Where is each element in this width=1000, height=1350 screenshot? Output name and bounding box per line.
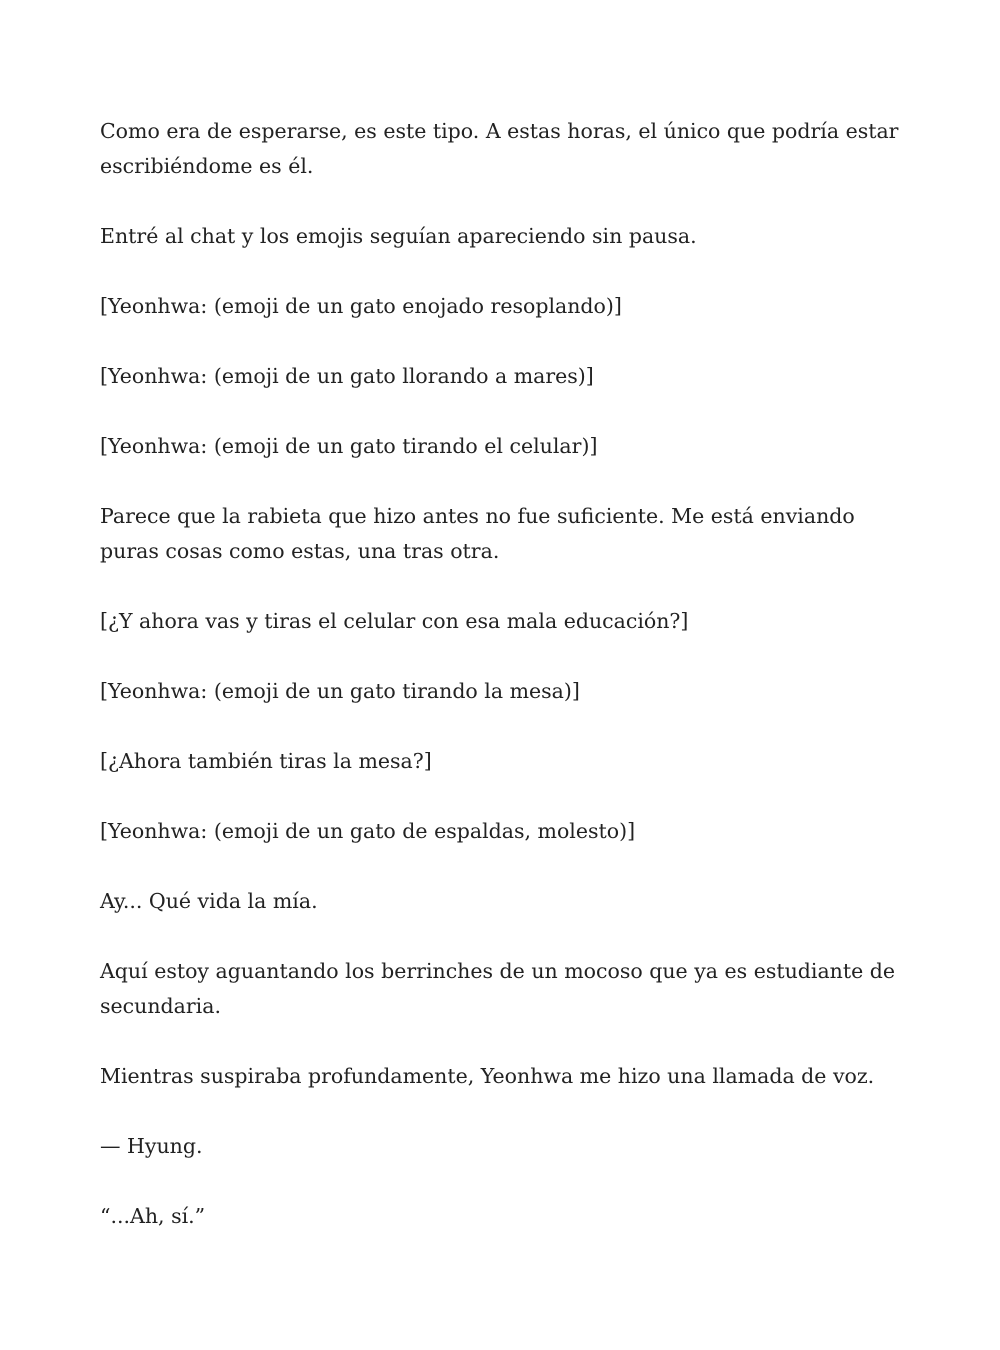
paragraph: Parece que la rabieta que hizo antes no fue suficiente. Me está enviando puras cosas como estas, una tras otra. <box>100 504 855 563</box>
paragraph: Entré al chat y los emojis seguían apareciendo sin pausa. <box>100 224 697 248</box>
chat-message: [Yeonhwa: (emoji de un gato de espaldas, molesto)] <box>100 819 636 843</box>
chat-message: [¿Ahora también tiras la mesa?] <box>100 749 432 773</box>
chat-message: [Yeonhwa: (emoji de un gato enojado resoplando)] <box>100 294 622 318</box>
chat-message: [Yeonhwa: (emoji de un gato tirando la mesa)] <box>100 679 580 703</box>
chat-message: [Yeonhwa: (emoji de un gato llorando a mares)] <box>100 364 594 388</box>
dialogue-line: “...Ah, sí.” <box>100 1204 206 1228</box>
paragraph: Aquí estoy aguantando los berrinches de un mocoso que ya es estudiante de secundaria. <box>100 959 896 1018</box>
document-body <box>100 114 900 1269</box>
dialogue-line: — Hyung. <box>100 1134 203 1158</box>
paragraph: Como era de esperarse, es este tipo. A estas horas, el único que podría estar escribiéndome es él. <box>100 119 899 178</box>
paragraph: Mientras suspiraba profundamente, Yeonhwa me hizo una llamada de voz. <box>100 1064 875 1088</box>
chat-message: [Yeonhwa: (emoji de un gato tirando el celular)] <box>100 434 598 458</box>
chat-message: [¿Y ahora vas y tiras el celular con esa mala educación?] <box>100 609 689 633</box>
paragraph: Ay... Qué vida la mía. <box>100 889 318 913</box>
